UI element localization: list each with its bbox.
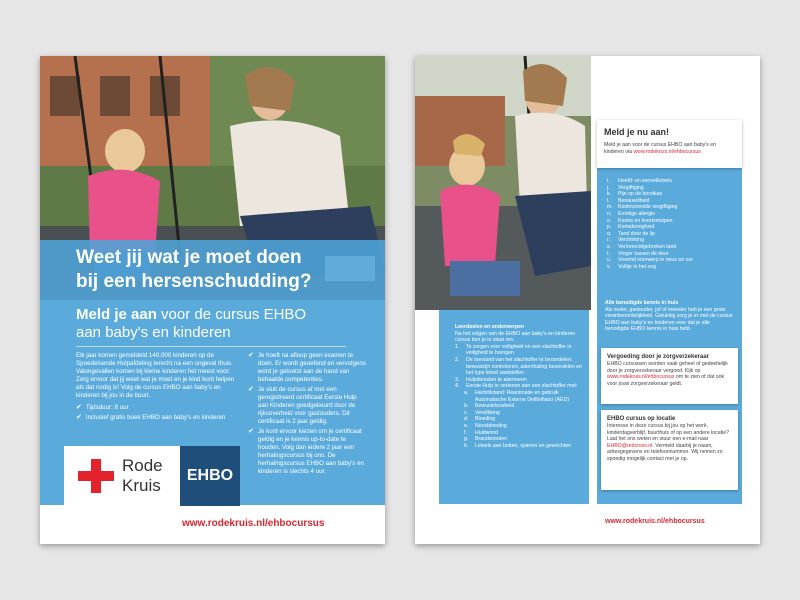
list-item: 4. Eerste Hulp te verlenen aan een slachtoffer met: [455, 383, 578, 390]
list-item: p. Kortademigheid [607, 224, 655, 231]
list-item: k. Pijn op de borstkas [607, 191, 663, 198]
on-location-email[interactable]: EHBO@redcross.nl [607, 442, 653, 449]
list-item: i. Hoofd- en wervelletsels [607, 178, 672, 184]
knowledge-text: Als ouder, gastouder, juf of meester heb je een grote verantwoordelijkheid. Gelukkig zorg je er met de cursus EHBO aan baby's en kinderen voor dat je alle benodigde EHBO kennis in huis hebt. [605, 306, 733, 333]
signup-card-url[interactable]: www.rodekruis.nl/ehbocursus [633, 148, 701, 155]
list-item: h. Letsels aan botten, spieren en gewrichten [464, 442, 572, 449]
knowledge-title: Alle benodigde kennis in huis [605, 300, 679, 306]
signup-card-text: Meld je aan voor de cursus EHBO aan baby's en kinderen via www.rodekruis.nl/ehbocursus [604, 142, 717, 155]
reimbursement-title: Vergoeding door je zorgverzekeraar [607, 354, 710, 360]
check-icon: ✔ [248, 386, 254, 393]
list-item: n. Ernstige allergie [607, 210, 656, 217]
intro-column [76, 352, 236, 424]
right-bullet: ✔ Je sluit de cursus af met een geregistreerd certificaat Eerste Hulp aan Kinderen goedgekeurd door de rijksoverheid voor gastouders. Dit certificaat is 2 jaar geldig. [248, 386, 357, 425]
check-icon: ✔ [76, 414, 82, 421]
learning-subgoals-list [455, 390, 585, 449]
learning-goals-intro: Na het volgen van de EHBO aan baby's en kinderen cursus ben je in staat om: [455, 330, 576, 344]
left-bullet: ✔ Inclusief gratis boek EHBO aan baby's en kinderen [76, 414, 226, 421]
footer-url[interactable]: www.rodekruis.nl/ehbocursus [182, 518, 325, 529]
subtitle-rest: voor de cursus EHBO [161, 306, 307, 323]
headline [76, 246, 311, 294]
list-item: 3. Hulpdiensten te alarmeren [455, 376, 527, 383]
on-location-text: Interesse in deze cursus bij jou op het werk, kinderdagverblijf, buurthuis of op een andere locatie? Laat het ons weten en stuur een e-mail naar EHBO@redcross.nl. Vermeld daarbij je naam, adresgegevens en telefoonnummer. Wij nemen zo spoedig mogelijk contact met je op. [607, 423, 729, 462]
list-item: j. Vergiftiging [607, 184, 644, 191]
left-bullet: ✔ Tijdsduur: 8 uur [76, 404, 129, 411]
right-bullet: ✔ Je hoeft na afloop geen examen te doen. Er wordt geoefend en vervolgens word je getoetst aan de hand van behaalde competenties. [248, 352, 366, 383]
list-item: r. Verdrinking [607, 237, 644, 244]
check-icon: ✔ [76, 404, 82, 411]
intro-text: Elk jaar komen gemiddeld 140.000 kinderen op de Spoedeisende Hulpafdeling terecht na een ongeval thuis. Valongevallen komen bij kleine kinderen het meest voor. Zorg ervoor dat jij weet wat je moet en je kind kunt helpen als dat nodig is! Volg de cursus EHBO aan baby's en kinderen bij jou in de buurt. [76, 352, 235, 399]
signup-card [597, 120, 742, 168]
flyer-front-page [40, 56, 385, 544]
on-location-card [601, 410, 738, 490]
list-item: b. Bewusteloosheid [464, 403, 515, 410]
list-item: a. Hartstilstand: Reanimatie en gebruik Automatische Externe Defibrillator (AED) [464, 389, 569, 403]
list-item: d. Bloeding [464, 416, 496, 423]
list-item: 2. De toestand van het slachtoffer te beoordelen: bewustzijn controleren, ademhaling beoordelen en het type letsel vaststellen [455, 356, 582, 377]
list-item: e. Neusbloeding [464, 422, 507, 429]
features-column [248, 352, 366, 478]
right-bullet: ✔ Je kunt ervoor kiezen om je certificaat geldig en je kennis up-to-date te houden. Volg dan iedere 2 jaar een herhalingscursus bij ons. De herhalingscursus EHBO aan baby's en kinderen is slechts 4 uur. [248, 428, 364, 475]
panel-divider [76, 346, 346, 347]
reimbursement-url[interactable]: www.rodekruis.nl/ehbocursus [607, 374, 675, 381]
headline-line-2: bij een hersenschudding? [76, 271, 312, 292]
subtitle-bold: Meld je aan [76, 306, 157, 323]
list-item: l. Benauwdheid [607, 197, 650, 204]
flyer-back-page [415, 56, 760, 544]
ehbo-badge: EHBO [180, 446, 240, 506]
list-item: f. Huidwond [464, 429, 499, 436]
signup-subtitle [76, 306, 306, 342]
list-item: s. Verloren/afgebroken tand [607, 243, 677, 250]
check-icon: ✔ [248, 428, 254, 435]
photo-mother-checks-child [415, 56, 591, 310]
list-item: t. Vinger tussen de deur [607, 250, 669, 257]
list-item: v. Vuiltje in het oog [607, 263, 657, 270]
logo-wordmark: Rode Kruis [122, 456, 163, 495]
reimbursement-card [601, 348, 738, 404]
learning-goals [455, 324, 585, 449]
list-item: m. Koolmonoxide vergiftiging [607, 204, 678, 211]
subtitle-line-2: aan baby's en kinderen [76, 324, 231, 341]
reimbursement-text: EHBO cursussen worden vaak geheel of gedeeltelijk door je zorgverzekeraar vergoed. Kijk op www.rodekruis.nl/ehbocursus om te zien of dat ook voor jouw zorgverzekeraar geldt. [607, 361, 728, 387]
list-item: c. Verslikking [464, 409, 500, 416]
list-item: 1. Te zorgen voor veiligheid en een slachtoffer in veiligheid te brengen [455, 343, 572, 357]
learning-goals-title: Leerdoelen en onderwerpen [455, 324, 525, 330]
list-item: q. Tand door de lip [607, 230, 655, 237]
list-item: g. Brandwonden [464, 436, 508, 443]
headline-line-1: Weet jij wat je moet doen [76, 247, 302, 268]
learning-goals-list [455, 344, 585, 390]
red-cross-icon [78, 459, 114, 493]
check-icon: ✔ [248, 352, 254, 359]
signup-card-title: Meld je nu aan! [604, 127, 670, 137]
on-location-title: EHBO cursus op locatie [607, 416, 676, 422]
footer-url[interactable]: www.rodekruis.nl/ehbocursus [605, 518, 705, 525]
list-item: u. Vreemd voorwerp in neus en oor [607, 257, 694, 264]
topic-list [607, 178, 737, 270]
knowledge-section [605, 300, 735, 333]
list-item: o. Koorts en koortsstuipen [607, 217, 673, 224]
